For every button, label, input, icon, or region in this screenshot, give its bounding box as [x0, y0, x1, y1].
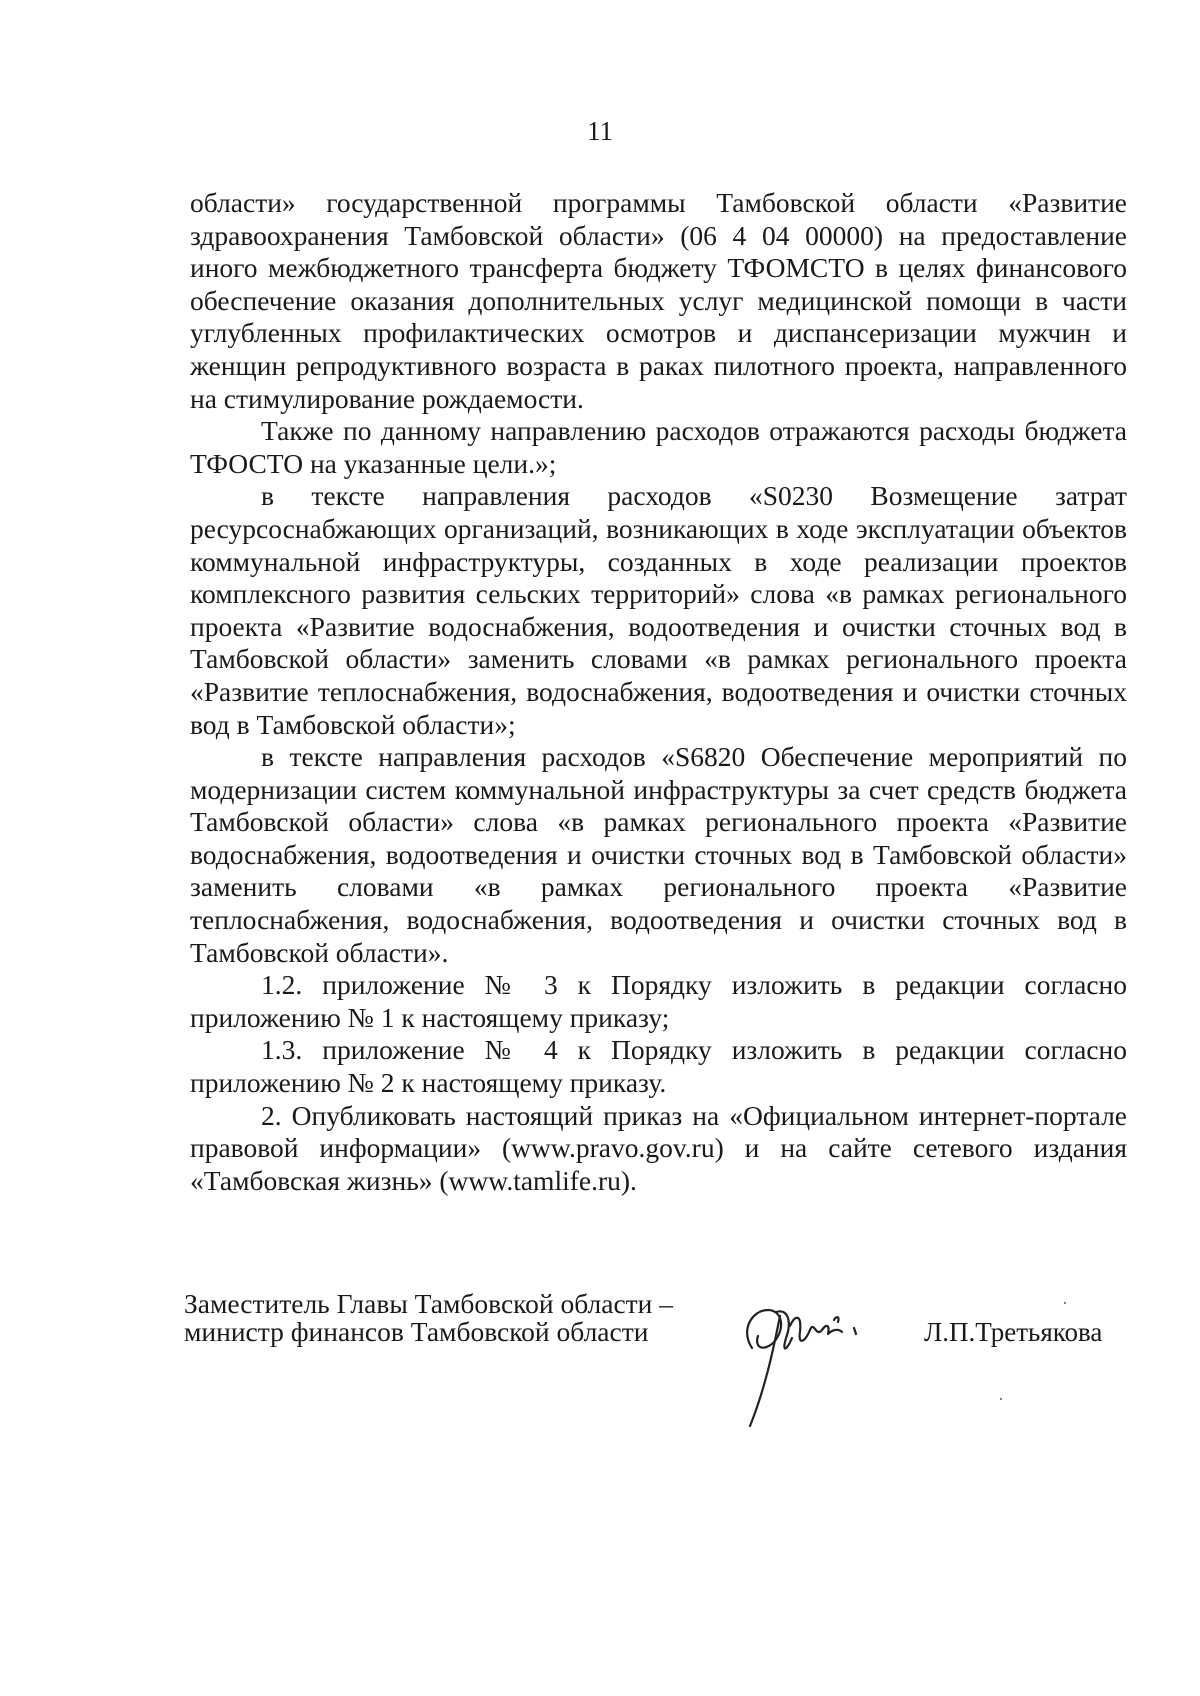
- paragraph-tfosto-expenses: Также по данному направлению расходов отражаются расходы бюджета ТФОСТО на указанные цели.»;: [190, 415, 1127, 479]
- paragraph-item-1-2: 1.2. приложение № 3 к Порядку изложить в редакции согласно приложению № 1 к настоящему приказу;: [190, 969, 1127, 1033]
- signatory-title: [184, 1290, 673, 1346]
- signatory-name: Л.П.Третьякова: [924, 1317, 1103, 1347]
- signatory-title-line-2: министр финансов Тамбовской области: [184, 1316, 649, 1347]
- paragraph-continuation: области» государственной программы Тамбовской области «Развитие здравоохранения Тамбовской области» (06 4 04 00000) на предоставление иного межбюджетного трансферта бюджету ТФОМСТО в целях финансового обеспечение оказания дополнительных услуг медицинской помощи в части углубленных профилактических осмотров и диспансеризации мужчин и женщин репродуктивного возраста в раках пилотного проекта, направленного на стимулирование рождаемости.: [190, 187, 1127, 414]
- scan-speck: [1000, 1398, 1002, 1400]
- scan-speck: [1064, 1302, 1066, 1304]
- paragraph-s0230: в тексте направления расходов «S0230 Возмещение затрат ресурсоснабжающих организаций, возникающих в ходе эксплуатации объектов коммунальной инфраструктуры, созданных в ходе реализации проектов комплексного развития сельских территорий» слова «в рамках регионального проекта «Развитие водоснабжения, водоотведения и очистки сточных вод в Тамбовской области» заменить словами «в рамках регионального проекта «Развитие теплоснабжения, водоснабжения, водоотведения и очистки сточных вод в Тамбовской области»;: [190, 480, 1127, 740]
- page-number: 11: [587, 116, 613, 146]
- handwritten-signature-icon: [730, 1286, 890, 1436]
- paragraph-item-1-3: 1.3. приложение № 4 к Порядку изложить в редакции согласно приложению № 2 к настоящему приказу.: [190, 1034, 1127, 1099]
- document-body: [190, 187, 1127, 1197]
- paragraph-s6820: в тексте направления расходов «S6820 Обеспечение мероприятий по модернизации систем коммунальной инфраструктуры за счет средств бюджета Тамбовской области» слова «в рамках регионального проекта «Развитие водоснабжения, водоотведения и очистки сточных вод в Тамбовской области» заменить словами «в рамках регионального проекта «Развитие теплоснабжения, водоснабжения, водоотведения и очистки сточных вод в Тамбовской области».: [190, 741, 1127, 968]
- paragraph-item-2: 2. Опубликовать настоящий приказ на «Официальном интернет-портале правовой информации» (www.pravo.gov.ru) и на сайте сетевого издания «Тамбовская жизнь» (www.tamlife.ru).: [190, 1099, 1127, 1196]
- signatory-title-line-1: Заместитель Главы Тамбовской области –: [184, 1288, 674, 1319]
